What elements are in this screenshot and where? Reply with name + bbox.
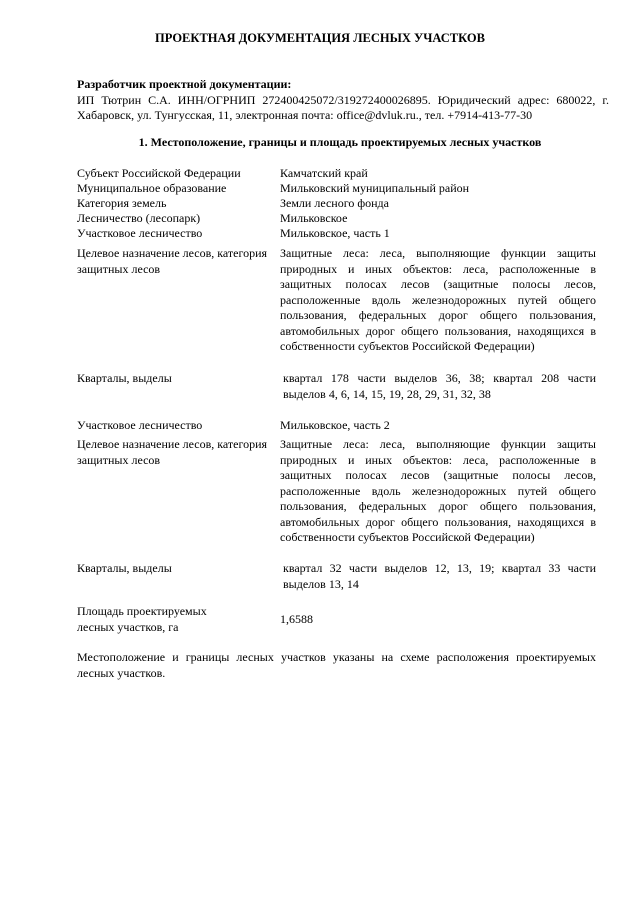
row-label: Целевое назначение лесов, категория защитных лесов (77, 437, 268, 467)
row-value: Камчатский край (280, 166, 368, 180)
row-label: Участковое лесничество (77, 418, 203, 432)
document-title: ПРОЕКТНАЯ ДОКУМЕНТАЦИЯ ЛЕСНЫХ УЧАСТКОВ (155, 31, 485, 45)
row-value: Мильковское, часть 2 (280, 418, 390, 432)
developer-details: ИП Тютрин С.А. ИНН/ОГРНИП 272400425072/319272400026895. Юридический адрес: 680022, г. Хабаровск, ул. Тунгусская, 11, электронная почта: office@dvluk.ru., тел. +7914-413-77-30 (77, 92, 609, 122)
row-value: квартал 178 части выделов 36, 38; квартал 208 части выделов 4, 6, 14, 15, 19, 28, 29, 31, 32, 38 (283, 371, 596, 401)
row-value: Защитные леса: леса, выполняющие функции защиты природных и иных объектов: леса, расположенные в защитных полосах лесов (защитные полосы лесов, расположенные вдоль железнодорожных путей общего пользования, федеральных дорог общего пользования, автомобильных дорог общего пользования, находящихся в собственности субъектов Российской Федерации) (280, 246, 596, 353)
row-label: Муниципальное образование (77, 181, 227, 195)
row-label: Субъект Российской Федерации (77, 166, 241, 180)
footer-note: Местоположение и границы лесных участков указаны на схеме расположения проектируемых лесных участков. (77, 650, 596, 680)
row-value: Мильковское (280, 211, 348, 225)
row-label: Категория земель (77, 196, 167, 210)
row-value: Защитные леса: леса, выполняющие функции защиты природных и иных объектов: леса, расположенные в защитных полосах лесов (защитные полосы лесов, расположенные вдоль железнодорожных путей общего пользования, федеральных дорог общего пользования, автомобильных дорог общего пользования, находящихся в собственности субъектов Российской Федерации) (280, 437, 596, 544)
row-value: 1,6588 (280, 612, 313, 626)
row-label: Лесничество (лесопарк) (77, 211, 201, 225)
developer-block (77, 77, 609, 124)
row-label: Кварталы, выделы (77, 561, 172, 575)
row-value: Земли лесного фонда (280, 196, 389, 210)
row-value: Мильковское, часть 1 (280, 226, 390, 240)
row-label: Площадь проектируемых лесных участков, га (77, 604, 207, 634)
row-label: Целевое назначение лесов, категория защитных лесов (77, 246, 268, 276)
developer-heading: Разработчик проектной документации: (77, 77, 292, 91)
section-title: 1. Местоположение, границы и площадь проектируемых лесных участков (138, 135, 542, 149)
row-value: Мильковский муниципальный район (280, 181, 470, 195)
row-value: квартал 32 части выделов 12, 13, 19; квартал 33 части выделов 13, 14 (283, 561, 596, 591)
row-label: Участковое лесничество (77, 226, 203, 240)
row-label: Кварталы, выделы (77, 371, 172, 385)
